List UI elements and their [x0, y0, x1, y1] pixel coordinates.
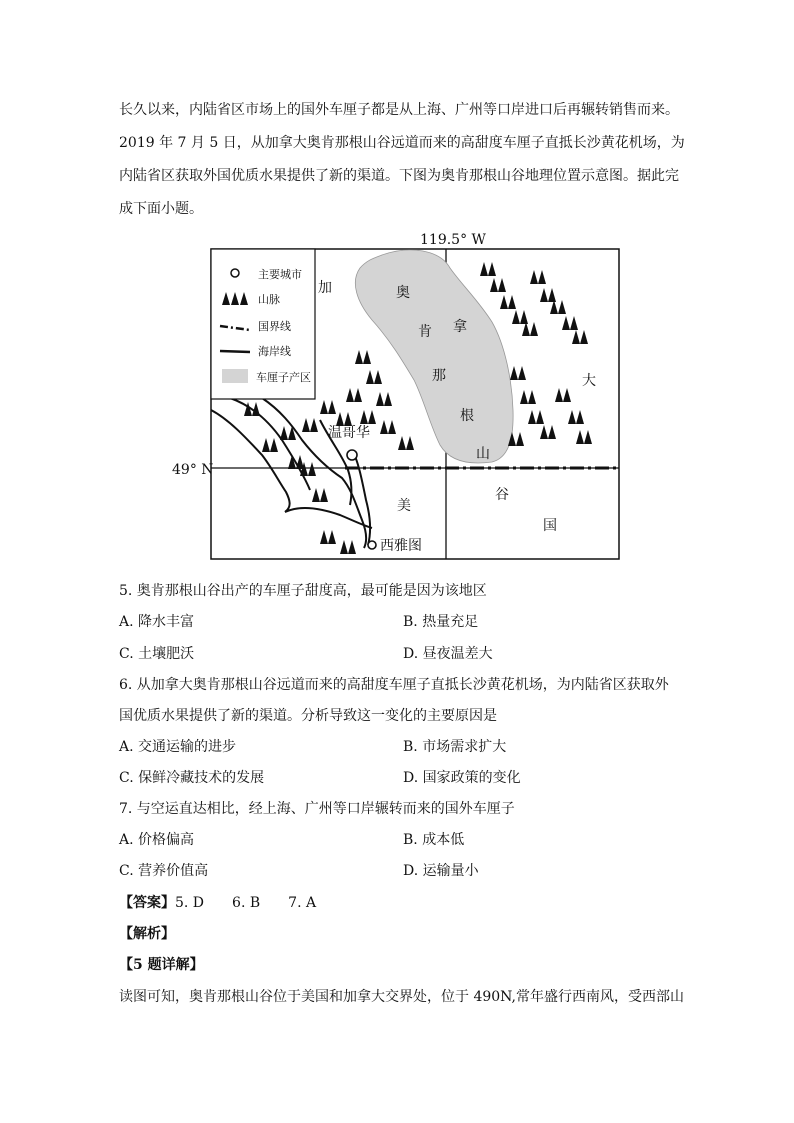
q6-stem-2: 国优质水果提供了新的渠道。分析导致这一变化的主要原因是: [119, 708, 497, 724]
q6-option-d: D. 国家政策的变化: [403, 770, 521, 786]
answer-5: 5. D: [175, 895, 205, 911]
q5-option-b: B. 热量充足: [403, 614, 479, 630]
q7-stem: 7. 与空运直达相比，经上海、广州等口岸辗转而来的国外车厘子: [119, 801, 515, 817]
q7-option-c: C. 营养价值高: [119, 863, 209, 879]
answer-line: [119, 893, 316, 913]
coastline-icon: [220, 351, 250, 352]
latitude-label: 49° N: [172, 462, 214, 478]
legend-label-border: 国界线: [258, 320, 291, 333]
q5-option-c: C. 土壤肥沃: [119, 646, 195, 662]
q7-option-a: A. 价格偏高: [119, 832, 195, 848]
q7-option-b: B. 成本低: [403, 832, 465, 848]
map-label-ken: 肯: [418, 324, 432, 340]
intro-line-1: 长久以来，内陆省区市场上的国外车厘子都是从上海、广州等口岸进口后再辗转销售而来。: [119, 102, 679, 118]
cherry-area-icon: [222, 369, 248, 383]
q6-option-a: A. 交通运输的进步: [119, 739, 237, 755]
map-label-jia: 加: [318, 280, 332, 296]
legend-label-city: 主要城市: [258, 268, 302, 281]
q5-stem: 5. 奥肯那根山谷出产的车厘子甜度高，最可能是因为该地区: [119, 583, 487, 599]
q5-detail-label: 【5 题详解】: [119, 957, 204, 973]
map-label-na: 那: [432, 368, 446, 384]
map-label-mei: 美: [397, 498, 411, 514]
vancouver-city-icon: [347, 450, 357, 460]
seattle-city-icon: [368, 541, 376, 549]
intro-line-3: 内陆省区获取外国优质水果提供了新的渠道。下图为奥肯那根山谷地理位置示意图。据此完: [119, 168, 679, 184]
mountain-icon: [222, 292, 248, 305]
q6-option-c: C. 保鲜冷藏技术的发展: [119, 770, 265, 786]
legend-label-mountain: 山脉: [258, 293, 280, 306]
map-label-shan: 山: [476, 446, 490, 462]
map-label-gen: 根: [460, 408, 474, 424]
map-label-ao: 奥: [396, 285, 410, 301]
city-icon: [231, 269, 239, 277]
q6-option-b: B. 市场需求扩大: [403, 739, 507, 755]
legend-label-coast: 海岸线: [258, 345, 291, 358]
map-label-gu: 谷: [495, 487, 509, 503]
intro-line-2: 2019 年 7 月 5 日，从加拿大奥肯那根山谷远道而来的高甜度车厘子直抵长沙黄花机场，为: [119, 135, 685, 151]
map-label-da: 大: [582, 373, 596, 389]
q5-detail-text: 读图可知，奥肯那根山谷位于美国和加拿大交界处，位于 490N,常年盛行西南风，受西部山: [119, 989, 684, 1005]
map-label-na2: 拿: [453, 319, 467, 335]
map-label-guo: 国: [543, 518, 557, 534]
answer-label: 【答案】: [119, 895, 175, 911]
q5-option-d: D. 昼夜温差大: [403, 646, 493, 662]
analysis-label: 【解析】: [119, 926, 175, 942]
q5-option-a: A. 降水丰富: [119, 614, 195, 630]
map-label-vancouver: 温哥华: [328, 425, 370, 441]
longitude-label: 119.5° W: [420, 232, 486, 248]
legend-label-cherry: 车厘子产区: [256, 371, 311, 384]
map-label-seattle: 西雅图: [380, 538, 422, 554]
q6-stem-1: 6. 从加拿大奥肯那根山谷远道而来的高甜度车厘子直抵长沙黄花机场，为内陆省区获取外: [119, 677, 669, 693]
q7-option-d: D. 运输量小: [403, 863, 479, 879]
answer-6: 6. B: [232, 895, 261, 911]
answer-7: 7. A: [288, 895, 317, 911]
intro-line-4: 成下面小题。: [119, 201, 203, 217]
